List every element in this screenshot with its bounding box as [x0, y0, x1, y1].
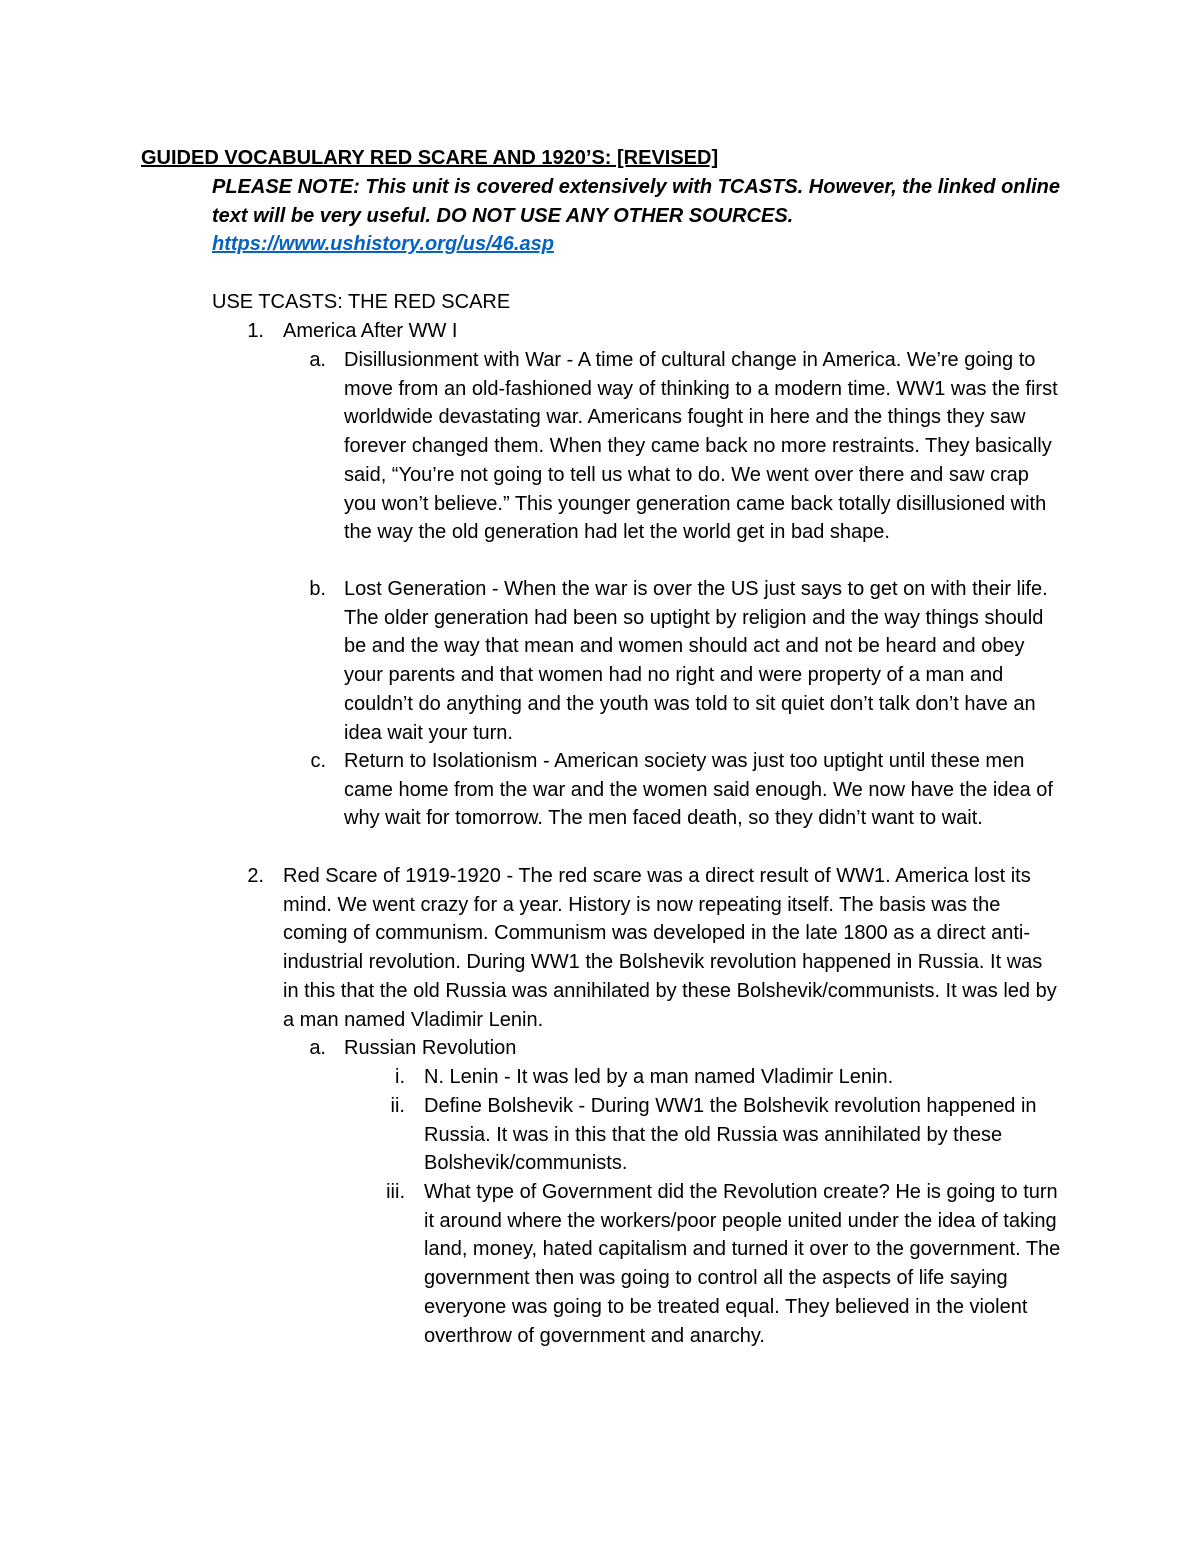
- ushistory-link[interactable]: https://www.ushistory.org/us/46.asp: [212, 233, 554, 255]
- list-item: Russian Revolution: [344, 1037, 517, 1059]
- list-item: Disillusionment with War - A time of cultural change in America. We’re going to move from an old-fashioned way of thinking to a modern time. WW1 was the first worldwide devastating war. Americans fought in here and the things they saw forever changed them. When they came back no more restraints. They basically said, “You’re not going to tell us what to do. We went over there and saw crap you won’t believe.” This younger generation came back totally disillusioned with the way the old generation had let the world get in bad shape.: [344, 349, 1058, 544]
- list-item: Lost Generation - When the war is over the US just says to get on with their life. The older generation had been so uptight by religion and the way things should be and the way that mean and women should act and not be heard and obey your parents and that women had no right and were property of a man and couldn’t do anything and the youth was told to sit quiet don’t talk don’t have an idea wait your turn.: [344, 578, 1048, 744]
- list-item: N. Lenin - It was led by a man named Vladimir Lenin.: [424, 1066, 894, 1088]
- list-item: Red Scare of 1919-1920 - The red scare was a direct result of WW1. America lost its mind. We went crazy for a year. History is now repeating itself. The basis was the coming of communism. Communism was developed in the late 1800 as a direct anti-industrial revolution. During WW1 the Bolshevik revolution happened in Russia. It was in this that the old Russia was annihilated by these Bolshevik/communists. It was led by a man named Vladimir Lenin.: [283, 865, 1057, 1031]
- document-title: GUIDED VOCABULARY RED SCARE AND 1920’S: [REVISED]: [141, 147, 719, 169]
- list-marker: a.: [309, 349, 326, 371]
- list-marker: i.: [395, 1066, 405, 1088]
- section-heading: USE TCASTS: THE RED SCARE: [212, 291, 511, 313]
- list-marker: b.: [309, 578, 326, 600]
- note-paragraph: PLEASE NOTE: This unit is covered extensively with TCASTS. However, the linked online text will be very useful. DO NOT USE ANY OTHER SOURCES.: [212, 176, 1060, 227]
- list-marker: 1.: [247, 320, 264, 342]
- list-item: Define Bolshevik - During WW1 the Bolshevik revolution happened in Russia. It was in this that the old Russia was annihilated by these Bolshevik/communists.: [424, 1095, 1037, 1175]
- list-marker: c.: [310, 750, 326, 772]
- list-item: What type of Government did the Revolution create? He is going to turn it around where the workers/poor people united under the idea of taking land, money, hated capitalism and turned it over to the government. The government then was going to control all the aspects of life saying everyone was going to be treated equal. They believed in the violent overthrow of government and anarchy.: [424, 1181, 1061, 1347]
- list-item: Return to Isolationism - American society was just too uptight until these men came home from the war and the women said enough. We now have the idea of why wait for tomorrow. The men faced death, so they didn’t want to wait.: [344, 750, 1053, 830]
- list-marker: iii.: [386, 1181, 405, 1203]
- list-marker: 2.: [247, 865, 264, 887]
- list-marker: ii.: [390, 1095, 405, 1117]
- list-item: America After WW I: [283, 320, 458, 342]
- list-marker: a.: [309, 1037, 326, 1059]
